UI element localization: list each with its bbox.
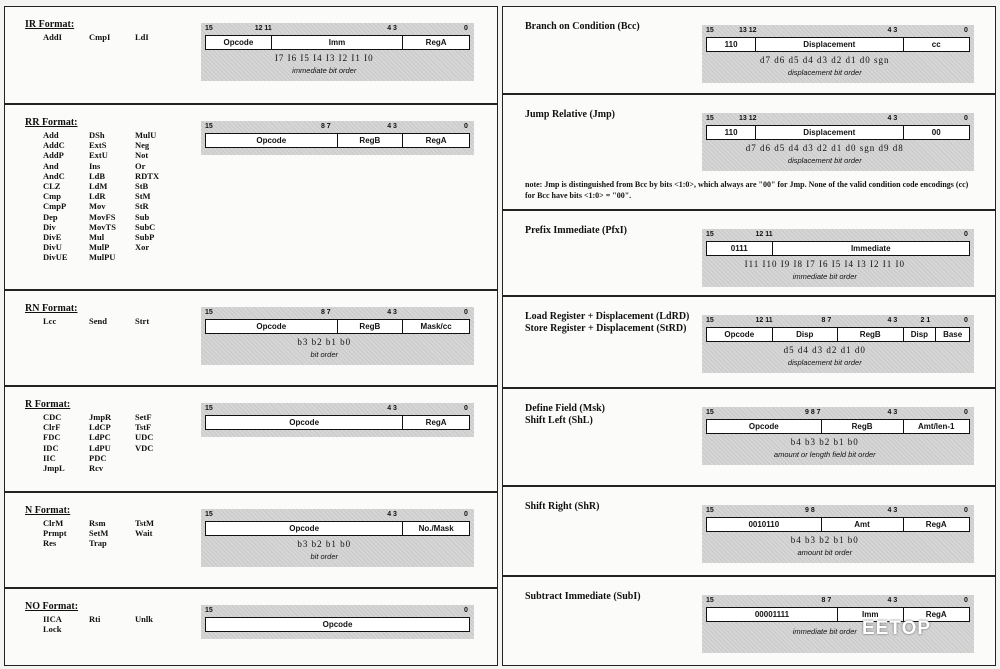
- bit-number: 8 7: [821, 597, 832, 604]
- field-amt: Amt: [822, 518, 904, 531]
- bit-number: 0: [964, 597, 968, 604]
- bit-number: 4 3: [887, 409, 898, 416]
- instruction-mnemonic: Rti: [89, 614, 101, 624]
- bit-number: 4 3: [387, 123, 397, 130]
- format-title: RR Format:: [25, 117, 78, 128]
- format-panel-right-3: [502, 296, 996, 388]
- instruction-mnemonic: CDC: [43, 412, 62, 422]
- bit-number: 15: [205, 123, 213, 130]
- bit-number: 12 11: [254, 25, 272, 32]
- bit-order-sequence: b3 b2 b1 b0: [297, 337, 352, 347]
- instruction-field-box: [205, 521, 470, 536]
- instruction-mnemonic: LdM: [89, 181, 108, 192]
- instruction-field-box: [205, 35, 470, 50]
- format-panel-right-5: [502, 486, 996, 576]
- bit-number: 15: [205, 405, 213, 412]
- instruction-mnemonic: [135, 624, 171, 634]
- instruction-field-box: [205, 617, 470, 632]
- field-displacement: Displacement: [756, 126, 903, 139]
- instruction-mnemonic: [135, 252, 171, 262]
- field-mask-cc: Mask/cc: [420, 322, 452, 331]
- instruction-mnemonic-list: [43, 412, 171, 473]
- bit-number-row: [5, 511, 497, 521]
- field-rega: RegA: [925, 520, 947, 529]
- instruction-mnemonic: [135, 463, 171, 473]
- bit-order-sequence: d7 d6 d5 d4 d3 d2 d1 d0 sgn: [760, 55, 890, 65]
- instruction-mnemonic: ClrM: [43, 518, 64, 528]
- bit-order-sequence: d5 d4 d3 d2 d1 d0: [783, 345, 866, 355]
- instruction-mnemonic: AddI: [43, 32, 62, 42]
- bit-number: 4 3: [887, 317, 898, 324]
- instruction-mnemonic: Wait: [135, 528, 153, 539]
- bit-number: 15: [706, 507, 714, 514]
- field-no-mask: No./Mask: [418, 524, 454, 533]
- instruction-mnemonic: Not: [135, 150, 149, 161]
- instruction-mnemonic: MovFS: [89, 211, 116, 222]
- field-opcode: Opcode: [707, 328, 773, 341]
- field-110: 110: [707, 126, 756, 139]
- format-title: Prefix Immediate (PfxI): [525, 225, 628, 236]
- instruction-mnemonic: LdR: [89, 191, 106, 202]
- field-base: Base: [943, 330, 963, 339]
- instruction-mnemonic: TstF: [135, 422, 152, 433]
- instruction-mnemonic: Mul: [89, 232, 105, 243]
- field-regb: RegB: [838, 328, 904, 341]
- field-displacement: Displacement: [756, 38, 903, 51]
- bit-number: 0: [964, 115, 968, 122]
- field-opcode: Opcode: [206, 416, 403, 429]
- field-immediate: Immediate: [850, 244, 891, 253]
- field-opcode: Opcode: [206, 522, 403, 535]
- instruction-mnemonic: FDC: [43, 432, 61, 443]
- bit-order-sequence: b4 b3 b2 b1 b0: [790, 535, 859, 545]
- bit-order-sequence: b3 b2 b1 b0: [297, 539, 352, 549]
- bit-number-row: [5, 309, 497, 319]
- field-rega: RegA: [425, 136, 447, 145]
- instruction-mnemonic: DivU: [43, 242, 62, 253]
- bit-order-caption: amount bit order: [797, 548, 853, 557]
- format-title-secondary: Store Register + Displacement (StRD): [525, 323, 687, 334]
- instruction-field-box: [205, 133, 470, 148]
- instruction-mnemonic: MulPU: [89, 252, 116, 263]
- instruction-mnemonic: ExtU: [89, 150, 108, 161]
- bit-number: 13 12: [739, 115, 757, 122]
- bit-order-caption: displacement bit order: [787, 156, 862, 165]
- bit-number: 15: [706, 27, 714, 34]
- field-rega: RegA: [425, 418, 447, 427]
- instruction-mnemonic: SubC: [135, 221, 156, 232]
- instruction-mnemonic: Send: [89, 316, 107, 326]
- instruction-mnemonic: Ins: [89, 160, 101, 171]
- instruction-mnemonic: Xor: [135, 242, 150, 253]
- instruction-mnemonic: Lock: [43, 624, 62, 635]
- instruction-mnemonic: Trap: [89, 538, 107, 549]
- instruction-mnemonic: MulP: [89, 242, 110, 253]
- instruction-mnemonic: StR: [135, 201, 149, 212]
- instruction-mnemonic: SetF: [135, 412, 152, 422]
- instruction-mnemonic: DSh: [89, 130, 105, 140]
- bit-number: 4 3: [387, 405, 397, 412]
- instruction-field-box: [706, 517, 970, 532]
- format-panel-right-0: [502, 6, 996, 94]
- bit-number: 0: [464, 123, 468, 130]
- instruction-mnemonic: Sub: [135, 211, 150, 222]
- instruction-mnemonic: ExtS: [89, 140, 107, 151]
- field-regb: RegB: [338, 320, 404, 333]
- instruction-mnemonic: Lcc: [43, 316, 57, 326]
- bit-number: 15: [205, 511, 213, 518]
- bit-number: 15: [706, 115, 714, 122]
- bit-number: 4 3: [887, 507, 898, 514]
- format-title: Branch on Condition (Bcc): [525, 21, 640, 32]
- instruction-mnemonic: Prmpt: [43, 528, 67, 539]
- format-title: N Format:: [25, 505, 71, 516]
- format-title: NO Format:: [25, 601, 79, 612]
- bit-number: 2 1: [920, 317, 931, 324]
- instruction-mnemonic: LdPC: [89, 432, 111, 443]
- field-regb: RegB: [338, 134, 404, 147]
- field-opcode: Opcode: [322, 620, 353, 629]
- bit-number: 15: [205, 607, 213, 614]
- bit-number-row: [503, 507, 995, 517]
- instruction-field-box: [706, 241, 970, 256]
- instruction-mnemonic: LdB: [89, 170, 106, 181]
- field-opcode: Opcode: [206, 134, 338, 147]
- format-title: Subtract Immediate (SubI): [525, 591, 641, 602]
- bit-number: 12 11: [755, 231, 773, 238]
- bit-number: 13 12: [739, 27, 757, 34]
- format-panel-nformat: [4, 492, 498, 588]
- instruction-mnemonic: StM: [135, 191, 151, 202]
- field-amt-len-1: Amt/len-1: [918, 422, 955, 431]
- bit-number: 4 3: [887, 27, 898, 34]
- field-00: 00: [931, 128, 941, 137]
- bit-number: 4 3: [387, 25, 397, 32]
- bit-number: 15: [706, 409, 714, 416]
- format-panel-rrformat: [4, 104, 498, 290]
- bit-number: 0: [964, 231, 968, 238]
- instruction-mnemonic: Div: [43, 221, 56, 232]
- instruction-mnemonic: CmpP: [43, 201, 67, 212]
- bit-order-caption: displacement bit order: [787, 68, 862, 77]
- instruction-mnemonic: [135, 538, 171, 548]
- bit-number: 15: [205, 309, 213, 316]
- instruction-field-box: [205, 415, 470, 430]
- instruction-mnemonic: StB: [135, 181, 149, 192]
- instruction-mnemonic: AndC: [43, 170, 65, 181]
- instruction-field-box: [706, 419, 970, 434]
- instruction-mnemonic: Res: [43, 538, 57, 549]
- instruction-mnemonic: RDTX: [135, 170, 160, 181]
- instruction-mnemonic: LdPU: [89, 442, 111, 453]
- bit-number: 0: [964, 317, 968, 324]
- instruction-mnemonic: DivE: [43, 232, 62, 243]
- format-title: Define Field (Msk): [525, 403, 605, 414]
- instruction-mnemonic: And: [43, 160, 59, 171]
- format-title: Shift Right (ShR): [525, 501, 600, 512]
- field-disp: Disp: [904, 328, 937, 341]
- bit-number: 15: [706, 231, 714, 238]
- format-panel-irformat: [4, 6, 498, 104]
- field-rega: RegA: [425, 38, 447, 47]
- format-panel-right-1: [502, 94, 996, 210]
- instruction-mnemonic-list: [43, 130, 171, 263]
- bit-number: 0: [464, 511, 468, 518]
- field-110: 110: [707, 38, 756, 51]
- bit-order-caption: bit order: [310, 350, 339, 359]
- instruction-mnemonic: Rsm: [89, 518, 106, 528]
- bit-number-row: [503, 27, 995, 37]
- instruction-mnemonic: Dep: [43, 211, 58, 222]
- instruction-mnemonic: SubP: [135, 232, 155, 243]
- bit-order-caption: amount or length field bit order: [773, 450, 876, 459]
- bit-number: 0: [464, 405, 468, 412]
- instruction-mnemonic: Neg: [135, 140, 150, 151]
- bit-order-caption: immediate bit order: [792, 627, 857, 636]
- field-opcode: Opcode: [707, 420, 822, 433]
- instruction-mnemonic: TstM: [135, 518, 155, 528]
- format-title: RN Format:: [25, 303, 78, 314]
- instruction-mnemonic: AddP: [43, 150, 64, 161]
- instruction-mnemonic: JmpL: [43, 463, 65, 474]
- instruction-mnemonic: [89, 624, 125, 634]
- bit-number: 15: [706, 597, 714, 604]
- bit-number-row: [5, 123, 497, 133]
- instruction-mnemonic: Rcv: [89, 463, 104, 474]
- format-panel-rformat: [4, 386, 498, 492]
- instruction-mnemonic: LdCP: [89, 422, 111, 433]
- bit-number-row: [5, 25, 497, 35]
- format-panel-right-2: [502, 210, 996, 296]
- instruction-mnemonic: [135, 453, 171, 463]
- field-opcode: Opcode: [206, 36, 272, 49]
- instruction-mnemonic: MulU: [135, 130, 157, 140]
- bit-order-caption: displacement bit order: [787, 358, 862, 367]
- bit-number-row: [503, 115, 995, 125]
- field-opcode: Opcode: [206, 320, 338, 333]
- bit-number: 0: [964, 27, 968, 34]
- format-panel-right-4: [502, 388, 996, 486]
- format-title-secondary: Shift Left (ShL): [525, 415, 593, 426]
- instruction-mnemonic: IICA: [43, 614, 62, 624]
- field-00001111: 00001111: [707, 608, 838, 621]
- field-0111: 0111: [707, 242, 773, 255]
- instruction-mnemonic: IDC: [43, 442, 59, 453]
- bit-number: 9 8: [805, 507, 815, 514]
- instruction-mnemonic: UDC: [135, 432, 154, 443]
- field-rega: RegA: [925, 610, 947, 619]
- bit-number: 0: [464, 309, 468, 316]
- bit-order-sequence: I11 I10 I9 I8 I7 I6 I5 I4 I3 I2 I1 I0: [744, 259, 905, 269]
- instruction-field-box: [706, 125, 970, 140]
- instruction-mnemonic: Add: [43, 130, 59, 140]
- format-note: note: Jmp is distinguished from Bcc by bits <1:0>, which always are "00" for Jmp. None of the valid condition code encodings (cc) for Bcc have bits <1:0> = "00".: [525, 180, 969, 200]
- instruction-mnemonic: Or: [135, 160, 146, 171]
- format-panel-rnformat: [4, 290, 498, 386]
- bit-number: 4 3: [387, 511, 397, 518]
- bit-number: 0: [964, 409, 968, 416]
- bit-order-sequence: I7 I6 I5 I4 I3 I2 I1 I0: [274, 53, 374, 63]
- bit-number-row: [503, 231, 995, 241]
- bit-number: 4 3: [887, 115, 898, 122]
- field-0010110: 0010110: [707, 518, 822, 531]
- field-cc: cc: [931, 40, 941, 49]
- bit-number-row: [5, 607, 497, 617]
- format-title: Load Register + Displacement (LdRD): [525, 311, 690, 322]
- format-title: R Format:: [25, 399, 71, 410]
- bit-number: 0: [464, 25, 468, 32]
- watermark-logo: [862, 618, 931, 640]
- format-title: Jump Relative (Jmp): [525, 109, 615, 120]
- watermark-text: EETOP: [862, 618, 932, 639]
- instruction-mnemonic: ClrF: [43, 422, 61, 433]
- instruction-mnemonic: Strt: [135, 316, 150, 326]
- bit-number: 9 8 7: [805, 409, 821, 416]
- bit-order-caption: immediate bit order: [792, 272, 857, 281]
- instruction-mnemonic: Mov: [89, 201, 106, 212]
- instruction-mnemonic: LdI: [135, 32, 149, 42]
- instruction-field-box: [205, 319, 470, 334]
- instruction-mnemonic: Cmp: [43, 191, 61, 202]
- instruction-mnemonic: PDC: [89, 452, 107, 463]
- format-panel-noformat: [4, 588, 498, 666]
- instruction-mnemonic-list: [43, 614, 171, 634]
- bit-order-caption: immediate bit order: [292, 66, 357, 75]
- instruction-mnemonic: VDC: [135, 442, 154, 453]
- instruction-mnemonic-list: [43, 518, 171, 549]
- bit-number-row: [503, 409, 995, 419]
- bit-number: 4 3: [887, 597, 898, 604]
- instruction-mnemonic: AddC: [43, 140, 65, 151]
- instruction-mnemonic: Unlk: [135, 614, 153, 624]
- instruction-mnemonic: CmpI: [89, 32, 111, 42]
- bit-number: 8 7: [320, 123, 331, 130]
- format-title: IR Format:: [25, 19, 75, 30]
- field-imm: Imm: [272, 36, 404, 49]
- instruction-field-box: [706, 327, 970, 342]
- bit-number: 8 7: [320, 309, 331, 316]
- bit-number-row: [5, 405, 497, 415]
- instruction-mnemonic: DivUE: [43, 252, 68, 263]
- field-disp: Disp: [773, 328, 839, 341]
- instruction-mnemonic: IIC: [43, 452, 56, 463]
- bit-number-row: [503, 317, 995, 327]
- bit-number: 15: [205, 25, 213, 32]
- bit-order-caption: bit order: [310, 552, 339, 561]
- instruction-mnemonic: SetM: [89, 528, 109, 539]
- bit-number: 8 7: [821, 317, 832, 324]
- bit-number: 15: [706, 317, 714, 324]
- bit-order-sequence: b4 b3 b2 b1 b0: [790, 437, 859, 447]
- instruction-mnemonic: JmpR: [89, 412, 112, 422]
- field-regb: RegB: [822, 420, 904, 433]
- bit-number: 0: [964, 507, 968, 514]
- instruction-field-box: [706, 37, 970, 52]
- instruction-mnemonic: CLZ: [43, 181, 61, 192]
- field-imm: Imm: [838, 608, 904, 621]
- bit-number-row: [503, 597, 995, 607]
- bit-order-sequence: d7 d6 d5 d4 d3 d2 d1 d0 sgn d9 d8: [745, 143, 904, 153]
- bit-number: 12 11: [755, 317, 773, 324]
- instruction-mnemonic: MovTS: [89, 221, 116, 232]
- bit-number: 0: [464, 607, 468, 614]
- bit-number: 4 3: [387, 309, 397, 316]
